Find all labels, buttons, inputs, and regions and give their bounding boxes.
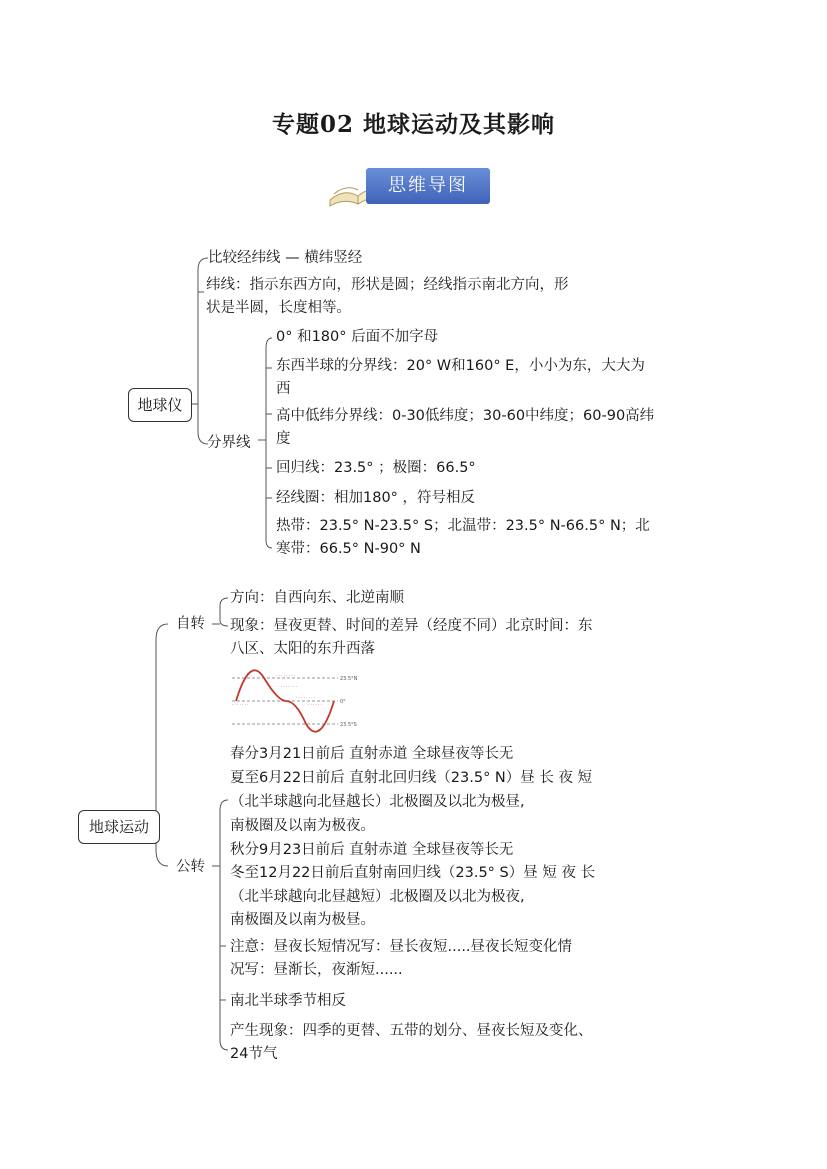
boundary-item: 东西半球的分界线：20° W和160° E，小小为东，大大为 xyxy=(276,358,645,374)
revolution-line: （北半球越向北昼越长）北极圈及以北为极昼, xyxy=(230,794,525,810)
revolution-item: 注意：昼夜长短情况写：昼长夜短.....昼夜长短变化情 xyxy=(230,939,573,955)
rotation-item-cont: 八区、太阳的东升西落 xyxy=(230,641,375,657)
globe-branch-latlon-1: 纬线：指示东西方向，形状是圆；经线指示南北方向，形 xyxy=(206,277,569,293)
node-earth-motion xyxy=(78,810,160,844)
boundary-item: 高中低纬分界线：0-30低纬度；30-60中纬度；60-90高纬 xyxy=(276,408,655,424)
rotation-item: 现象：昼夜更替、时间的差异（经度不同）北京时间：东 xyxy=(230,618,593,634)
node-globe xyxy=(128,388,192,422)
revolution-line: 南极圈及以南为极昼。 xyxy=(230,912,375,928)
revolution-item-cont: 24节气 xyxy=(230,1046,278,1062)
wave-label-north: 23.5°N xyxy=(340,676,358,682)
revolution-line: 南极圈及以南为极夜。 xyxy=(230,818,375,834)
revolution-item: 南北半球季节相反 xyxy=(230,993,346,1009)
revolution-item: 产生现象：四季的更替、五带的划分、昼夜长短及变化、 xyxy=(230,1023,593,1039)
boundary-item: 回归线：23.5° ；极圈：66.5° xyxy=(276,460,476,476)
svg-text:· · · · · · · ·: · · · · · · · · xyxy=(296,695,316,700)
node-rotation: 自转 xyxy=(176,616,205,632)
svg-text:· · · · · · · ·: · · · · · · · · xyxy=(276,673,296,678)
svg-text:· · · · · ·: · · · · · · xyxy=(308,702,322,707)
revolution-line: （北半球越向北昼越短）北极圈及以北为极夜, xyxy=(230,889,525,905)
page-title: 专题02 地球运动及其影响 xyxy=(271,111,555,138)
revolution-line: 夏至6月22日前后 直射北回归线（23.5° N）昼 长 夜 短 xyxy=(230,770,593,786)
boundary-item: 经线圈：相加180° ，符号相反 xyxy=(276,490,476,506)
svg-text:· · · · · · · ·: · · · · · · · · xyxy=(278,684,298,689)
mindmap-badge xyxy=(326,164,494,210)
badge-label: 思维导图 xyxy=(366,168,490,204)
revolution-line: 春分3月21日前后 直射赤道 全球昼夜等长无 xyxy=(230,746,514,762)
node-globe-label: 地球仪 xyxy=(137,396,183,414)
wave-label-equator: 0° xyxy=(340,699,346,705)
globe-branch-latlon-2: 状是半圆，长度相等。 xyxy=(206,300,351,316)
boundary-item-cont: 寒带：66.5° N-90° N xyxy=(276,541,421,557)
boundary-item: 热带：23.5° N-23.5° S；北温带：23.5° N-66.5° N；北 xyxy=(276,518,650,534)
boundary-item: 0° 和180° 后面不加字母 xyxy=(276,329,439,345)
revolution-line: 秋分9月23日前后 直射赤道 全球昼夜等长无 xyxy=(230,842,514,858)
wave-label-south: 23.5°S xyxy=(340,722,357,728)
revolution-item-cont: 况写：昼渐长，夜渐短...... xyxy=(230,962,403,978)
globe-branch-compare: 比较经纬线 — 横纬竖经 xyxy=(208,250,363,266)
svg-text:· · · · · · ·: · · · · · · · xyxy=(232,702,249,707)
boundary-item-cont: 西 xyxy=(276,381,291,397)
node-earth-motion-label: 地球运动 xyxy=(88,818,149,836)
revolution-line: 冬至12月22日前后直射南回归线（23.5° S）昼 短 夜 长 xyxy=(230,865,596,881)
node-boundary: 分界线 xyxy=(207,435,251,451)
rotation-item: 方向：自西向东、北逆南顺 xyxy=(230,590,404,606)
node-revolution: 公转 xyxy=(176,859,205,875)
subsolar-wave-diagram xyxy=(232,668,362,734)
boundary-item-cont: 度 xyxy=(276,431,291,447)
